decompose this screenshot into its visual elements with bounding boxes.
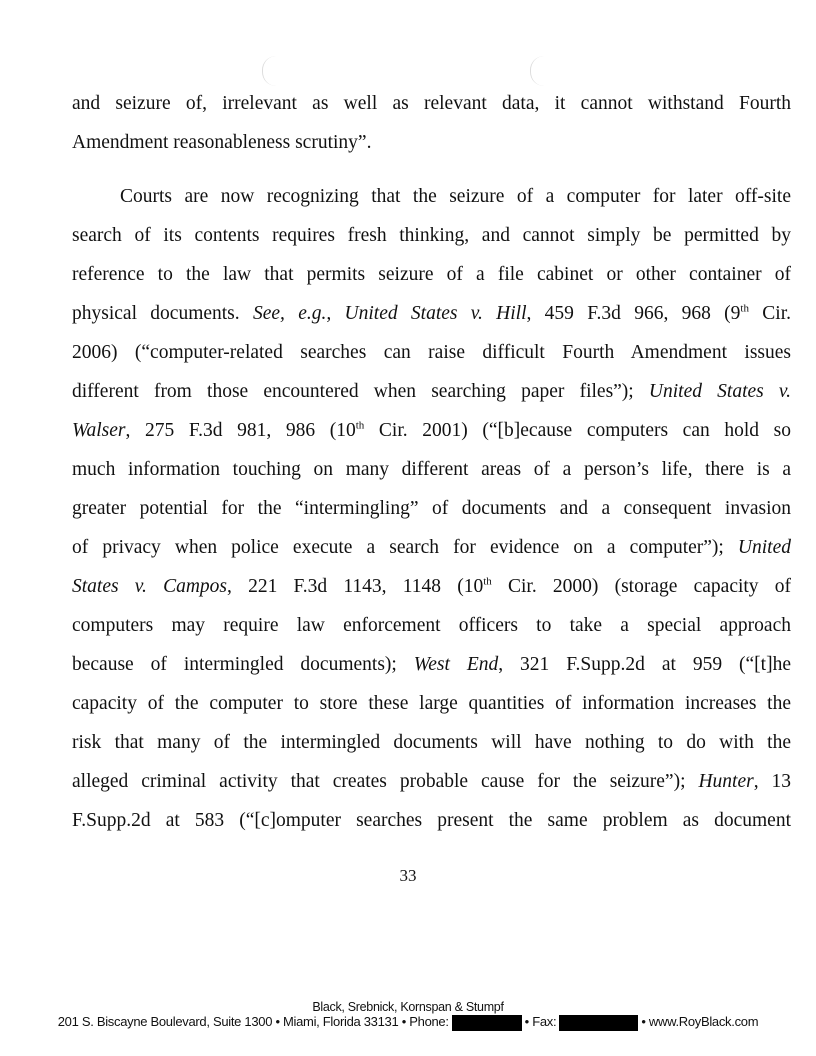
ordinal-suffix: th (355, 419, 365, 432)
text-line (72, 93, 791, 115)
text-segment: Cir. (748, 303, 792, 324)
text-segment: and seizure of, irrelevant as well as relevant data, it cannot withstand Fourth (72, 93, 791, 114)
text-line (72, 771, 791, 793)
text-segment: much information touching on many different areas of a person’s life, there is a (72, 459, 791, 480)
text-segment: physical documents. (72, 303, 253, 324)
text-line (72, 537, 791, 559)
case-citation: Walser (72, 420, 126, 441)
case-citation: United States v. (648, 381, 791, 402)
text-segment: Courts are now recognizing that the seizure of a computer for later off-site (120, 186, 791, 207)
text-line (72, 654, 791, 676)
text-line (72, 732, 791, 754)
text-line (72, 132, 791, 154)
text-line (72, 225, 791, 247)
ordinal-suffix: th (483, 575, 492, 588)
case-citation: West End (413, 654, 499, 675)
text-line (72, 459, 791, 481)
footer-address: 201 S. Biscayne Boulevard, Suite 1300 • Miami, Florida 33131 • Phone: (57, 1014, 449, 1029)
footer-address-line (0, 1014, 816, 1031)
case-citation: Hunter (698, 771, 754, 792)
text-line (72, 381, 791, 403)
text-segment: 2006) (“computer-related searches can raise difficult Fourth Amendment issues (72, 342, 791, 363)
text-segment: reference to the law that permits seizure of a file cabinet or other container of (72, 264, 791, 285)
text-line (72, 615, 791, 637)
text-segment: risk that many of the intermingled documents will have nothing to do with the (72, 732, 791, 753)
footer-firm-name: Black, Srebnick, Kornspan & Stumpf (312, 1000, 504, 1014)
text-segment: of privacy when police execute a search for evidence on a computer”); (72, 537, 738, 558)
text-segment: different from those encountered when searching paper files”); (72, 381, 649, 402)
text-line (72, 693, 791, 715)
text-segment: Cir. 2000) (storage capacity of (491, 576, 791, 597)
ordinal-suffix: th (740, 302, 749, 315)
text-segment: capacity of the computer to store these large quantities of information increases the (72, 693, 791, 714)
scan-artifact (262, 56, 277, 86)
text-line (72, 420, 791, 442)
redacted-fax (559, 1015, 638, 1031)
text-segment: Amendment reasonableness scrutiny”. (72, 132, 372, 153)
footer-fax-label: • Fax: (524, 1014, 557, 1029)
text-segment: , 459 F.3d 966, 968 (9 (526, 303, 741, 324)
text-segment: Cir. 2001) (“[b]ecause computers can hold so (364, 420, 791, 441)
text-segment: because of intermingled documents); (72, 654, 414, 675)
footer-website: • www.RoyBlack.com (641, 1014, 759, 1029)
case-citation: See, e.g., United States v. Hill (252, 303, 527, 324)
text-line (72, 342, 791, 364)
case-citation: United (737, 537, 791, 558)
scan-artifact (530, 56, 545, 86)
text-segment: , 321 F.Supp.2d at 959 (“[t]he (498, 654, 791, 675)
text-line (72, 264, 791, 286)
text-segment: search of its contents requires fresh thinking, and cannot simply be permitted by (72, 225, 791, 246)
text-line (72, 576, 791, 598)
text-segment: greater potential for the “intermingling” of documents and a consequent invasion (72, 498, 791, 519)
text-line (120, 186, 791, 208)
page-number: 33 (399, 866, 417, 885)
text-segment: , 275 F.3d 981, 986 (10 (125, 420, 356, 441)
text-segment: F.Supp.2d at 583 (“[c]omputer searches present the same problem as document (72, 810, 791, 831)
text-segment: , 221 F.3d 1143, 1148 (10 (227, 576, 484, 597)
text-segment: computers may require law enforcement officers to take a special approach (72, 615, 791, 636)
redacted-phone (452, 1015, 522, 1031)
text-segment: , 13 (753, 771, 792, 792)
case-citation: States v. Campos (72, 576, 227, 597)
text-line (72, 810, 791, 832)
text-line (72, 303, 791, 325)
text-line (72, 498, 791, 520)
text-segment: alleged criminal activity that creates probable cause for the seizure”); (72, 771, 699, 792)
